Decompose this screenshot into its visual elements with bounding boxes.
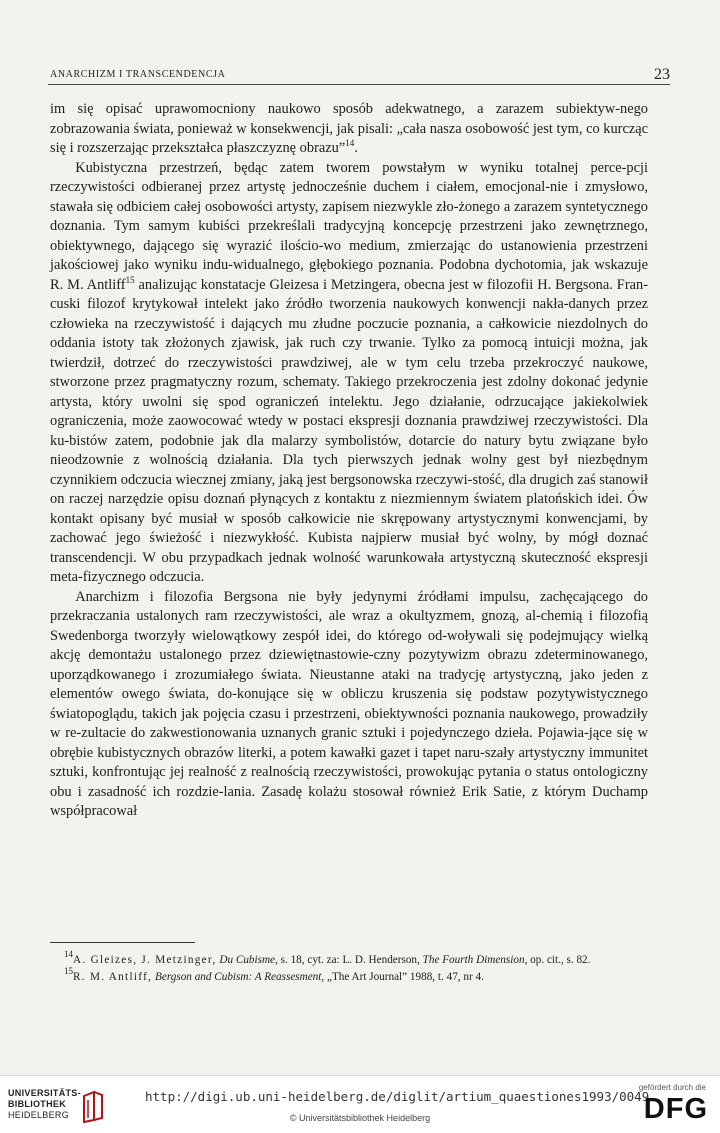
paragraph-3-text: Anarchizm i filozofia Bergsona nie były jedynymi źródłami impulsu, zachęcającego do przekraczania ustalonych ram rzeczywistości, ale wraz a okultyzmem, gnozą, al-chemią i filozofią Swedenborga tworzyły wielowątkowy zespół idei, do którego od-woływali się podejmujący wielką akcję demontażu ustalonego przez dziewiętnastowie-czny pozytywizm obrazu zdeterminowanego, uporządkowanego i zrozumiałego świata. Nieustanne ataki na tradycję artystyczną, jako jeden z elementów owego świata, do-konujące się w obliczu kruszenia się podstaw pozytywistycznego światopoglądu, takich jak pojęcia czasu i przestrzeni, obiektywności poznania naukowego, prowadziły w re-zultacie do zakwestionowania uznanych granic sztuki i pojedynczego dzieła. Pojawia-jące się w obrębie kubistycznych obrazów literki, a potem kawałki gazet i tapet naru-szały artystyczny immunitet sztuki, konfrontując jej realność z realnością rzeczywistości, prowokując pytania o status ontologiczny obu i zasadność ich rozdzie-lania. Zasadę kolażu stosował również Erik Satie, z którym Duchamp współpracował	[50, 588, 648, 819]
paragraph-1	[50, 100, 648, 159]
footnotes	[50, 949, 648, 985]
footnote-ref-14: 14	[345, 138, 355, 148]
footnote-15	[50, 965, 648, 986]
dfg-logo[interactable]: DFG	[643, 1093, 708, 1125]
footnote-text: , op. cit., s. 82.	[524, 954, 591, 966]
paragraph-1-end: .	[354, 140, 358, 156]
page-number: 23	[654, 66, 670, 83]
logo-line: BIBLIOTHEK	[8, 1099, 66, 1109]
paragraph-2-text-a: Kubistyczna przestrzeń, będąc zatem tworem powstałym w wyniku totalnej perce-pcji rzeczywistości odbieranej przez artystę jednocześnie duchem i ciałem, emocjonal-nie i zmysłowo, stawała się odbiciem całej osobowości artysty, zapisem niezwykle zło-żonego a zarazem syntetycznego doznania. Tym samym kubiści przekreślali tradycyjną koncepcję przestrzeni jako zewnętrznego, obiektywnego, dającego się wyrazić ilościo-wo medium, zmierzając do ustanowienia przestrzeni jakościowej jako wyniku indu-widualnego, głębokiego poznania. Podobna dychotomia, jak wskazuje R. M. Antliff	[50, 159, 648, 293]
footnote-text: , „The Art Journal” 1988, t. 47, nr 4.	[321, 970, 484, 983]
footnote-ref-15: 15	[125, 274, 135, 285]
permalink-url[interactable]: http://digi.ub.uni-heidelberg.de/diglit/artium_quaestiones1993/0049	[145, 1089, 650, 1104]
logo-line: HEIDELBERG	[8, 1110, 70, 1120]
footnote-title: The Fourth Dimension	[422, 954, 525, 966]
logo-line: UNIVERSITÄTS-	[8, 1088, 81, 1098]
paragraph-1-text: im się opisać uprawomocniony naukowo sposób adekwatnego, a zarazem subiektyw-nego zobrazowania świata, ponieważ w konsekwencji, jak pisali: „cała nasza osobowość jest tym, co kurcząc się i rozszerzając przekształca płaszczyznę obrazu”	[50, 101, 648, 156]
running-title: ANARCHIZM I TRANSCENDENCJA	[50, 69, 226, 80]
body-text	[50, 100, 648, 822]
running-head	[50, 64, 670, 84]
footnote-number: 14	[64, 949, 73, 959]
footnote-authors: R. M. Antliff,	[73, 970, 153, 983]
paragraph-2-text-b: analizując konstatacje Gleizesa i Metzingera, obecna jest w filozofii H. Bergsona. Fran-cuski filozof krytykował intelekt jako źródło tworzenia naukowych konwencji nakła-danych przez człowieka na rzeczywistość i dających mu złudne poczucie poznania, a całkowicie niezdolnych do oddania istoty tak złożonych zjawisk, jak ruch czy trwanie. Tylko za pomocą intuicji można, jak twierdził, dotrzeć do rzeczywistości prawdziwej, ale w tym celu trzeba przekroczyć naukowe, stworzone przez pragmatyczny rozum, schematy. Takiego przekroczenia jest zdolny dokonać jedynie artysta, który uwolni się spod ograniczeń intelektu. Jego działanie, odrzucające jakiekolwiek ograniczenia, może zaowocować wtedy w postaci ekspresji doznania prawdziwej rzeczywistości. Dla ku-bistów zatem, podobnie jak dla malarzy symbolistów, dotarcie do natury bytu związane było nieodzownie z wolnością działania. Dla tych pierwszych jednak wolny gest był niezbędnym czynnikiem odczucia wiecznej zmiany, jaką jest bergsonowska rzeczywi-stość, dla drugich zaś stanowił on raczej narzędzie opisu doznań płynących z kontaktu z niezmiennym światem platońskich idei. Ów kontakt opisany być musiał w sposób całkowicie nie skrępowany artystycznymi konwencjami, by zachować jego świeżość i niezwykłość. Kubista najpierw musiał być wolny, by mógł doznać transcendencji. W obu przypadkach jednak wolność warunkowała artystyczną skuteczność ekspresji meta-fizycznego odczucia.	[50, 276, 648, 585]
viewer-footer	[0, 1075, 720, 1133]
funding-note: gefördert durch die	[638, 1083, 706, 1092]
footnote-authors: A. Gleizes, J. Metzinger,	[73, 954, 217, 966]
footnote-title: Bergson and Cubism: A Reassesment	[155, 970, 322, 983]
footnote-text: , s. 18, cyt. za: L. D. Henderson,	[275, 954, 420, 966]
footnote-14	[50, 949, 648, 969]
footnote-number: 15	[64, 965, 73, 976]
footnote-title: Du Cubisme	[219, 954, 276, 966]
paragraph-3	[50, 588, 648, 822]
copyright-text: © Universitätsbibliothek Heidelberg	[289, 1113, 431, 1123]
paragraph-2	[50, 159, 648, 588]
header-rule	[48, 84, 670, 85]
footnote-rule	[50, 942, 195, 943]
